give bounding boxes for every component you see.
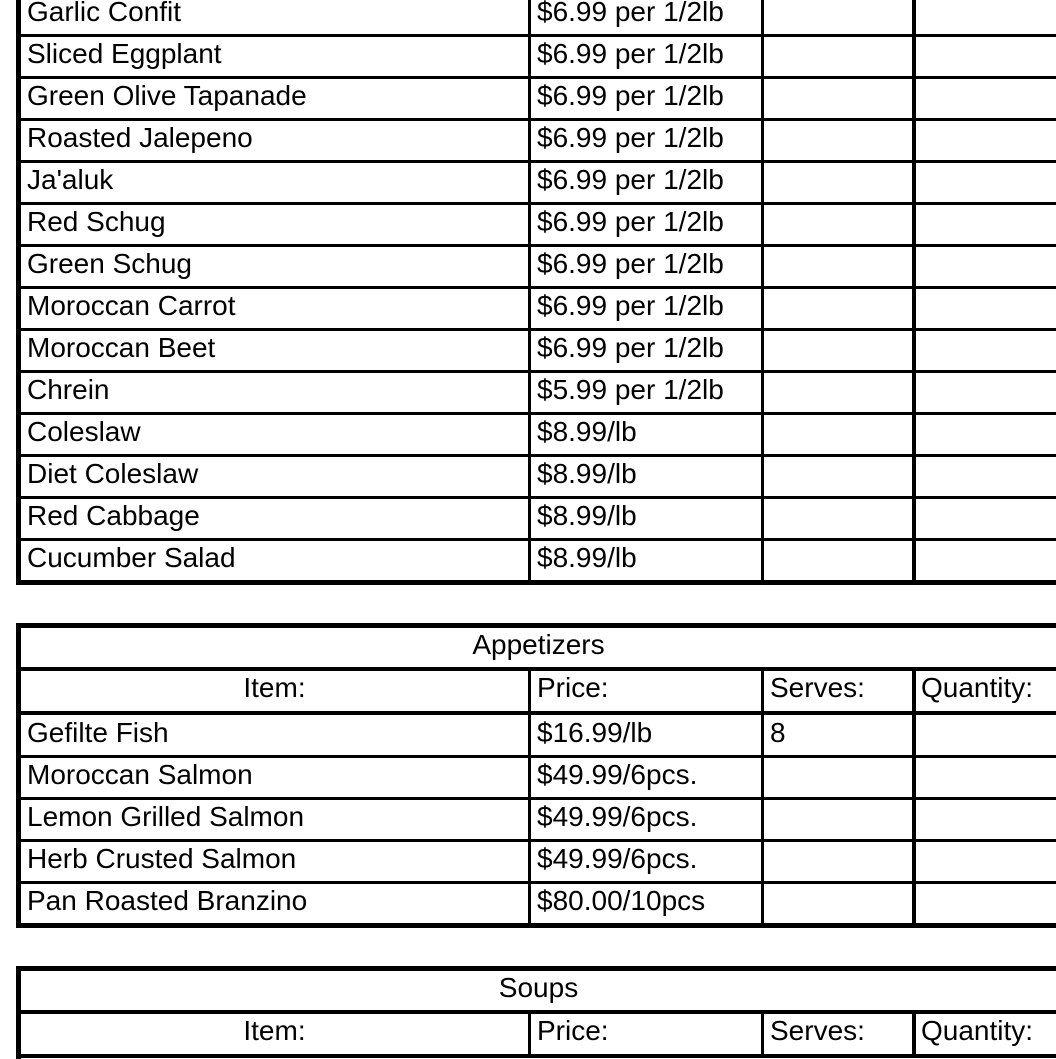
salad-quantity-input[interactable] (915, 496, 1056, 538)
salad-serves-cell (764, 76, 912, 118)
appetizers-item-cell: Moroccan Salmon (27, 759, 253, 790)
grid-line (528, 0, 531, 580)
row-divider (18, 160, 1056, 163)
row-divider (18, 244, 1056, 247)
salad-quantity-input[interactable] (915, 118, 1056, 160)
salad-quantity-input[interactable] (915, 202, 1056, 244)
salad-price-cell: $8.99/lb (537, 458, 637, 489)
appetizers-serves-cell (764, 883, 912, 925)
salad-quantity-input[interactable] (915, 34, 1056, 76)
salad-serves-cell (764, 244, 912, 286)
grid-line (528, 1010, 531, 1056)
salad-price-cell: $6.99 per 1/2lb (537, 206, 724, 237)
salad-price-cell: $6.99 per 1/2lb (537, 122, 724, 153)
salad-quantity-input[interactable] (915, 328, 1056, 370)
salad-quantity-input[interactable] (915, 0, 1056, 34)
salad-item-cell: Moroccan Beet (27, 332, 216, 363)
appetizers-header-item: Item: (243, 672, 306, 703)
salad-price-cell: $6.99 per 1/2lb (537, 38, 724, 69)
grid-line (761, 0, 764, 580)
appetizers-price-cell: $16.99/lb (537, 717, 653, 748)
appetizers-bottom-border (16, 923, 1056, 928)
salad-quantity-input[interactable] (915, 76, 1056, 118)
row-divider (18, 118, 1056, 121)
appetizers-quantity-input[interactable] (915, 799, 1056, 841)
salad-price-cell: $5.99 per 1/2lb (537, 374, 724, 405)
salad-price-cell: $6.99 per 1/2lb (537, 248, 724, 279)
salad-quantity-input[interactable] (915, 370, 1056, 412)
row-divider (18, 286, 1056, 289)
row-divider (18, 370, 1056, 373)
grid-line (912, 1010, 916, 1056)
appetizers-serves-cell (764, 757, 912, 799)
salad-item-cell: Sliced Eggplant (27, 38, 222, 69)
grid-line (761, 1010, 764, 1056)
salad-serves-cell (764, 538, 912, 580)
row-divider (18, 454, 1056, 457)
salad-serves-cell (764, 454, 912, 496)
table-bottom-border (16, 580, 1056, 585)
appetizers-header-quantity: Quantity: (921, 672, 1034, 703)
row-divider (18, 202, 1056, 205)
salad-serves-cell (764, 0, 912, 34)
salad-item-cell: Chrein (27, 374, 110, 405)
soups-left-border (16, 966, 21, 1059)
appetizers-serves-cell (764, 841, 912, 883)
appetizers-item-cell: Herb Crusted Salmon (27, 843, 297, 874)
salad-item-cell: Diet Coleslaw (27, 458, 199, 489)
salad-quantity-input[interactable] (915, 454, 1056, 496)
salad-serves-cell (764, 328, 912, 370)
appetizers-price-cell: $80.00/10pcs (537, 885, 706, 916)
salad-price-cell: $6.99 per 1/2lb (537, 164, 724, 195)
row-divider (18, 328, 1056, 331)
salad-item-cell: Roasted Jalepeno (27, 122, 253, 153)
salad-serves-cell (764, 34, 912, 76)
salad-price-cell: $8.99/lb (537, 542, 637, 573)
appetizers-title: Appetizers (472, 629, 605, 660)
salad-serves-cell (764, 286, 912, 328)
appetizers-item-cell: Pan Roasted Branzino (27, 885, 308, 916)
salad-serves-cell (764, 160, 912, 202)
salad-serves-cell (764, 202, 912, 244)
grid-line (761, 667, 764, 925)
salad-serves-cell (764, 412, 912, 454)
soups-header-divider (16, 1054, 1056, 1058)
soups-header-item: Item: (243, 1015, 306, 1046)
appetizers-header-price: Price: (537, 672, 609, 703)
salad-price-cell: $8.99/lb (537, 500, 637, 531)
appetizers-quantity-input[interactable] (915, 715, 1056, 757)
row-divider (18, 34, 1056, 37)
salad-quantity-input[interactable] (915, 160, 1056, 202)
salad-quantity-input[interactable] (915, 538, 1056, 580)
table-left-border (16, 0, 21, 585)
appetizers-price-cell: $49.99/6pcs. (537, 843, 698, 874)
appetizers-item-cell: Gefilte Fish (27, 717, 169, 748)
appetizers-left-border (16, 623, 21, 928)
salad-item-cell: Cucumber Salad (27, 542, 236, 573)
appetizers-quantity-input[interactable] (915, 883, 1056, 925)
salad-item-cell: Green Olive Tapanade (27, 80, 307, 111)
salad-item-cell: Red Schug (27, 206, 166, 237)
salad-item-cell: Moroccan Carrot (27, 290, 236, 321)
salad-price-cell: $6.99 per 1/2lb (537, 80, 724, 111)
grid-line (912, 667, 916, 925)
salad-quantity-input[interactable] (915, 286, 1056, 328)
row-divider (18, 76, 1056, 79)
salad-quantity-input[interactable] (915, 412, 1056, 454)
appetizers-quantity-input[interactable] (915, 841, 1056, 883)
grid-line (528, 667, 531, 925)
soups-header-serves: Serves: (770, 1015, 865, 1046)
grid-line (912, 0, 916, 580)
appetizers-serves-cell: 8 (770, 717, 786, 748)
row-divider (18, 412, 1056, 415)
salad-quantity-input[interactable] (915, 244, 1056, 286)
appetizers-quantity-input[interactable] (915, 757, 1056, 799)
salad-price-cell: $8.99/lb (537, 416, 637, 447)
row-divider (18, 496, 1056, 499)
appetizers-price-cell: $49.99/6pcs. (537, 801, 698, 832)
salad-price-cell: $6.99 per 1/2lb (537, 0, 724, 27)
soups-header-quantity: Quantity: (921, 1015, 1034, 1046)
salad-serves-cell (764, 370, 912, 412)
salad-item-cell: Green Schug (27, 248, 192, 279)
salad-price-cell: $6.99 per 1/2lb (537, 290, 724, 321)
salad-serves-cell (764, 118, 912, 160)
appetizers-item-cell: Lemon Grilled Salmon (27, 801, 305, 832)
appetizers-price-cell: $49.99/6pcs. (537, 759, 698, 790)
salad-item-cell: Ja'aluk (27, 164, 114, 195)
salad-item-cell: Garlic Confit (27, 0, 182, 27)
salad-price-cell: $6.99 per 1/2lb (537, 332, 724, 363)
appetizers-serves-cell (764, 799, 912, 841)
soups-title: Soups (498, 972, 579, 1003)
soups-header-price: Price: (537, 1015, 609, 1046)
salad-item-cell: Coleslaw (27, 416, 141, 447)
row-divider (18, 538, 1056, 541)
salad-serves-cell (764, 496, 912, 538)
appetizers-header-serves: Serves: (770, 672, 865, 703)
salad-item-cell: Red Cabbage (27, 500, 200, 531)
